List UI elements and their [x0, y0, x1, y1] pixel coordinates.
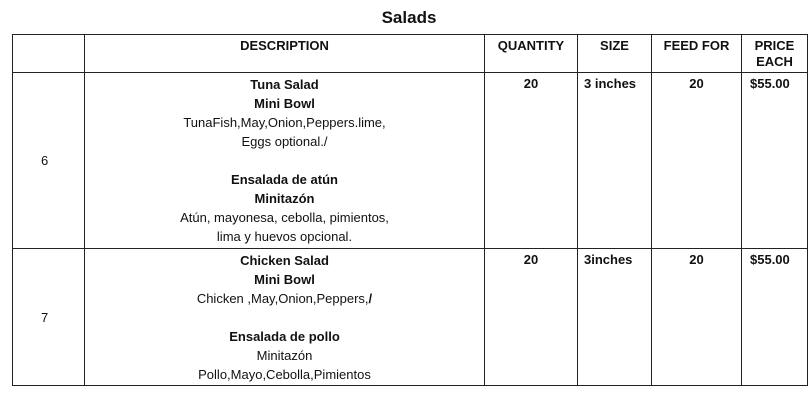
header-feed-for: FEED FOR [652, 35, 742, 73]
salads-table [12, 34, 808, 386]
item-size: 3inches [578, 249, 652, 386]
header-description: DESCRIPTION [85, 35, 485, 73]
item-name-es: Ensalada de pollo [229, 329, 340, 344]
item-feed-for: 20 [652, 249, 742, 386]
header-price-line1: PRICE [754, 38, 795, 53]
spacer [85, 151, 484, 170]
item-description [85, 249, 485, 386]
header-size: SIZE [578, 35, 652, 73]
item-number: 7 [13, 249, 85, 386]
item-ingredients-en-slash: / [368, 291, 373, 306]
page-title: Salads [381, 8, 437, 27]
header-price-each [742, 35, 808, 73]
item-ingredients-en: Eggs optional./ [241, 134, 328, 149]
item-ingredients-es: Atún, mayonesa, cebolla, pimientos, [180, 210, 389, 225]
item-name-en: Tuna Salad [250, 77, 319, 92]
item-size-en: Mini Bowl [254, 272, 315, 287]
item-size-es: Minitazón [254, 191, 315, 206]
spacer [85, 308, 484, 327]
item-number: 6 [13, 73, 85, 249]
table-row [13, 73, 808, 249]
item-ingredients-es: lima y huevos opcional. [216, 229, 353, 244]
header-quantity: QUANTITY [485, 35, 578, 73]
item-price: $55.00 [742, 249, 808, 386]
item-size-en: Mini Bowl [254, 96, 315, 111]
header-price-line2: EACH [756, 54, 793, 69]
item-description [85, 73, 485, 249]
item-ingredients-en: TunaFish,May,Onion,Peppers.lime, [183, 115, 386, 130]
item-quantity: 20 [485, 73, 578, 249]
item-ingredients-en-main: Chicken ,May,Onion,Peppers, [196, 291, 369, 306]
item-ingredients-en [85, 289, 484, 308]
item-name-en: Chicken Salad [240, 253, 329, 268]
item-quantity: 20 [485, 249, 578, 386]
item-size-es: Minitazón [256, 348, 313, 363]
item-size: 3 inches [578, 73, 652, 249]
item-ingredients-es: Pollo,Mayo,Cebolla,Pimientos [198, 367, 371, 382]
table-row [13, 249, 808, 386]
item-feed-for: 20 [652, 73, 742, 249]
item-name-es: Ensalada de atún [231, 172, 338, 187]
header-row [13, 35, 808, 73]
item-price: $55.00 [742, 73, 808, 249]
header-number [13, 35, 85, 73]
